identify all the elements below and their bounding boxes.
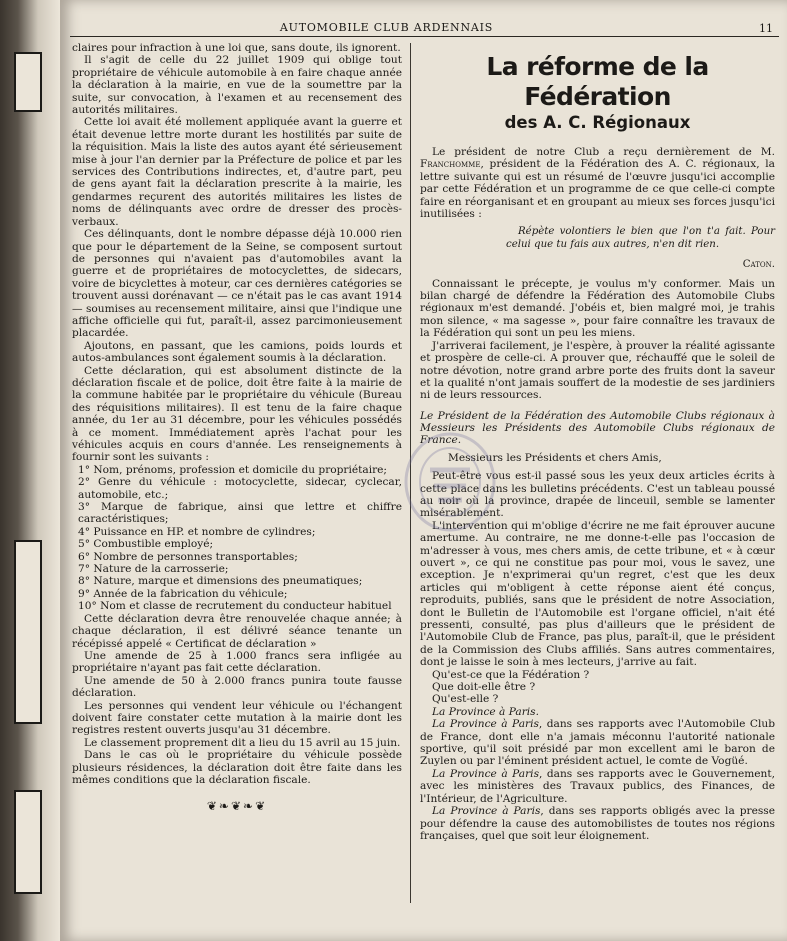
province-text: , dans ses rapports obligés avec la presse pour défendre la cause des automobilistes de toutes nos régions françaises, quel que soit leur éloignement. — [420, 805, 775, 842]
paragraph: claires pour infraction à une loi que, sans doute, ils ignorent. — [72, 42, 401, 54]
ornament-divider: ❦❧❦❧❦ — [206, 799, 268, 814]
paragraph: Ajoutons, en passant, que les camions, poids lourds et autos-ambulances sont également soumis à la déclaration. — [72, 339, 402, 365]
paragraph: Le classement proprement dit a lieu du 15 avril au 15 juin. — [84, 736, 401, 749]
intro-name: Franchomme — [420, 158, 481, 171]
province-text: , dans ses rapports avec l'Automobile Club de France, dont elle n'a jamais méconnu l'autorité nationale sportive, qu'il soit présidé par mon excellent ami le baron de Zuylen ou par l'éminent président actuel, le comte de Vogüé. — [420, 718, 775, 768]
running-title: AUTOMOBILE CLUB ARDENNAIS — [279, 21, 494, 34]
left-column — [72, 42, 402, 813]
paragraph: Connaissant le précepte, je voulus m'y conformer. Mais un bilan chargé de défendre la Fédération des Automobile Clubs régionaux m'est demandé. J'obéis et, bien malgré moi, je trahis mon silence, « ma sagesse », pour faire connaître les travaux de la Fédération qui sont un peu les miens. — [420, 277, 775, 340]
list-item: 2° Genre du véhicule : motocyclette, sidecar, cyclecar, automobile, etc.; — [78, 476, 402, 501]
list-item: 4° Puissance en HP. et nombre de cylindres; — [78, 525, 316, 538]
epigraph-author: Caton. — [742, 259, 775, 271]
intro-text: , président de la Fédération des A. C. régionaux, la lettre suivante qui est un résumé de l'œuvre jusqu'ici accomplie par cette Fédération et un programme de ce que celle-ci compte faire en réorganisant et en groupant au mieux ses forces jusqu'ici inutilisées : — [420, 158, 775, 221]
adjacent-page-frame — [14, 52, 42, 112]
paragraph: Une amende de 50 à 2.000 francs punira toute fausse déclaration. — [72, 674, 402, 700]
paragraph — [420, 805, 775, 842]
page-number: 11 — [759, 22, 773, 35]
paragraph: Il s'agit de celle du 22 juillet 1909 qui oblige tout propriétaire de véhicule automobile à en faire chaque année la déclaration à la mairie, en vue de la soumettre par la suite, sur convocation, à l'examen et au recensement des autorités militaires. — [72, 54, 402, 117]
paragraph: Cette déclaration, qui est absolument distincte de la déclaration fiscale et de police, doit être faite à la mairie de la commune habitée par le propriétaire du véhicule (Bureau des réquisitions militaires). Il est tenu de la faire chaque année, du 1er au 31 décembre, pour les véhicules possédés à ce moment. Immédiatement après l'achat pour les véhicules acquis en cours d'année. Les renseignements à fournir sont les suivants : — [72, 364, 402, 464]
paragraph — [420, 718, 775, 768]
header-rule — [70, 36, 779, 37]
list-item: 6° Nombre de personnes transportables; — [78, 550, 298, 563]
paragraph: Une amende de 25 à 1.000 francs sera infligée au propriétaire n'ayant pas fait cette déclaration. — [72, 649, 402, 675]
paragraph: Cette déclaration devra être renouvelée chaque année; à chaque déclaration, il est délivré séance tenante un récépissé appelé « Certificat de déclaration » — [72, 612, 402, 650]
article-intro — [420, 146, 775, 220]
province-lead: La Province à Paris — [432, 805, 541, 818]
list-item: 8° Nature, marque et dimensions des pneumatiques; — [78, 575, 363, 588]
adjacent-page-frame — [14, 540, 42, 724]
paragraph: J'arriverai facilement, je l'espère, à prouver la réalité agissante et prospère de celle-ci. A prouver que, réchauffé que le soleil de notre dévotion, notre grand arbre porte des fruits dont la saveur et la qualité n'ont jamais souffert de la modestie de ses jardiniers ni de leurs ressources. — [420, 339, 775, 402]
epigraph: Répète volontiers le bien que l'on t'a fait. Pour celui que tu fais aux autres, n'en dit rien. — [506, 226, 775, 250]
list-item: 7° Nature de la carrosserie; — [78, 563, 229, 576]
list-item: 10° Nom et classe de recrutement du conducteur habituel — [78, 600, 392, 613]
page-header — [60, 0, 787, 40]
paragraph: Peut-être vous est-il passé sous les yeux deux articles écrits à cette place dans les bulletins précédents. C'est un tableau poussé au noir où la province, drapée de linceuil, semble se lamenter misérablement. — [420, 470, 775, 520]
list-item: 9° Année de la fabrication du véhicule; — [78, 587, 288, 600]
letter-salutation: Messieurs les Présidents et chers Amis, — [448, 451, 662, 464]
paragraph: Dans le cas où le propriétaire du véhicule possède plusieurs résidences, la déclaration doit être faite dans les mêmes conditions que la déclaration fiscale. — [72, 749, 402, 786]
paragraph: Cette loi avait été mollement appliquée avant la guerre et était devenue lettre morte durant les hostilités par suite de la réquisition. Mais la liste des autos ayant été sérieusement mise à jour l'an dernier par la Préfecture de police et par les services des Contributions indirectes, et, d'autre part, peu de gens ayant fait la déclaration prescrite à la mairie, les gendarmes reçurent des autorités militaires les listes de noms de délinquants avec ordre de dresser des procès-verbaux. — [72, 116, 402, 228]
paragraph — [420, 768, 775, 805]
province-lead: La Province à Paris — [432, 718, 539, 731]
list-item: 3° Marque de fabrique, ainsi que lettre et chiffre caractéristiques; — [78, 501, 402, 526]
paragraph: Les personnes qui vendent leur véhicule ou l'échangent doivent faire constater cette mutation à la mairie dont les registres restent ouverts jusqu'au 31 décembre. — [72, 699, 402, 737]
province-text: , dans ses rapports avec le Gouvernement, avec les ministères des Travaux publics, des Finances, de l'Intérieur, de l'Agriculture. — [420, 767, 775, 805]
adjacent-page-frame — [14, 790, 42, 894]
question: Qu'est-elle ? — [432, 693, 499, 706]
magazine-page — [60, 0, 787, 941]
letter-heading: Le Président de la Fédération des Automobile Clubs régionaux à Messieurs les Présidents des Automobile Clubs régionaux de France. — [420, 409, 775, 446]
article-subtitle: des A. C. Régionaux — [504, 113, 691, 132]
paragraph: L'intervention qui m'oblige d'écrire ne me fait éprouver aucune amertume. Au contraire, ne me donne-t-elle pas l'occasion de m'adresser à vous, mes chers amis, de cette tribune, et « à cœur ouvert », ce qui ne constitue pas pour moi, vous le savez, une exception. Je n'exprimerai qu'un regret, c'est que les deux articles qui m'obligent à cette réponse aient été conçus, reproduits, publiés, sans que le président de notre Association, dont le Bulletin de l'Automobile est l'organe officiel, n'ait été pressenti, consulté, pas plus d'ailleurs que le président de l'Automobile Club de France, pas plus, paraît-il, que le président de la Commission des Clubs affiliés. Sans autres commentaires, dont je laisse le soin à mes lecteurs, j'arrive au fait. — [420, 519, 775, 669]
library-stamp-watermark — [400, 430, 500, 535]
article-title: La réforme de la Fédération — [486, 52, 709, 111]
question: Qu'est-ce que la Fédération ? — [432, 668, 590, 681]
section-lead: La Province à Paris. — [432, 705, 539, 718]
province-lead: La Province à Paris — [432, 767, 540, 780]
list-item: 1° Nom, prénoms, profession et domicile du propriétaire; — [78, 463, 388, 476]
list-item: 5° Combustible employé; — [78, 538, 214, 551]
intro-text: Le président de notre Club a reçu dernièrement de M. — [432, 146, 775, 158]
paragraph: Ces délinquants, dont le nombre dépasse déjà 10.000 rien que pour le département de la Seine, se composent surtout de personnes qui n'avaient pas d'automobiles avant la guerre et de propriétaires de motocyclettes, de sidecars, voire de bicyclettes à moteur, car ces dernières catégories se trouvent aussi dorénavant — ce n'était pas le cas avant 1914 — soumises au recensement militaire, ainsi que l'indique une affiche officielle qui fut, paraît-il, assez parcimonieusement placardée. — [72, 228, 402, 340]
question: Que doit-elle être ? — [432, 681, 536, 694]
